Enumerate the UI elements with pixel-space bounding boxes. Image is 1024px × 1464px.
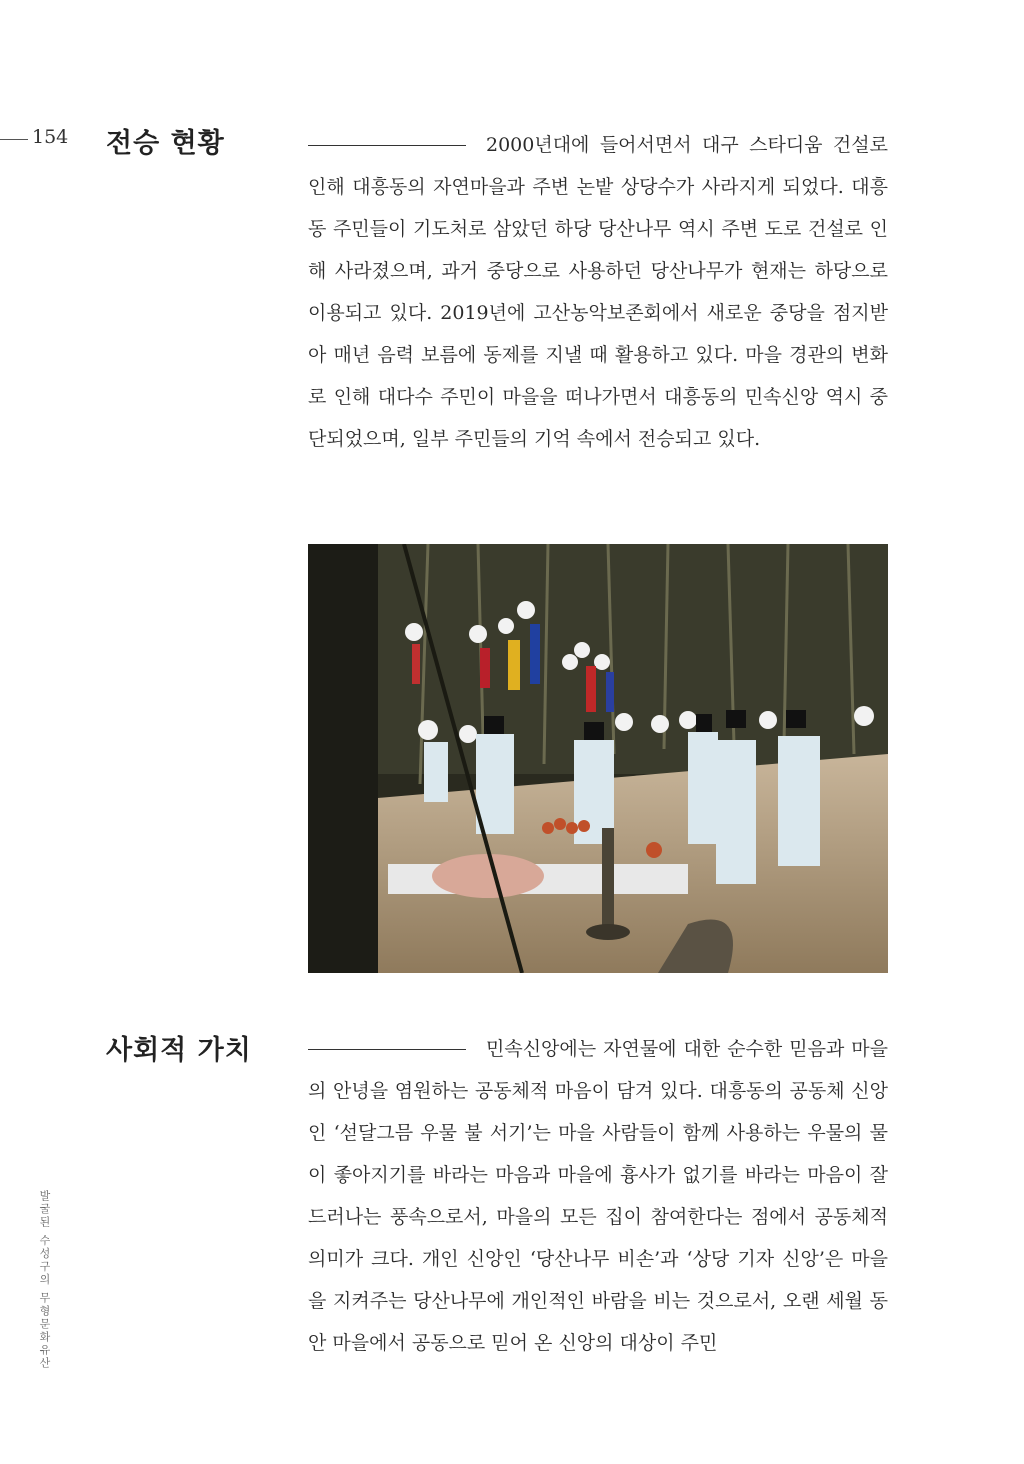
section2-body <box>308 1028 888 1364</box>
section-heading-social-value: 사회적 가치 <box>106 1035 252 1066</box>
section-heading-transmission-status: 전승 현황 <box>106 128 225 159</box>
ritual-photo <box>308 544 888 973</box>
section1-body-text: 2000년대에 들어서면서 대구 스타디움 건설로 인해 대흥동의 자연마을과 주변 논밭 상당수가 사라지게 되었다. 대흥동 주민들이 기도처로 삼았던 하당 당산나무 역시 주변 도로 건설로 인해 사라졌으며, 과거 중당으로 사용하던 당산나무가 현재는 하당으로 이용되고 있다. 2019년에 고산농악보존회에서 새로운 중당을 점지받아 매년 음력 보름에 동제를 지낼 때 활용하고 있다. 마을 경관의 변화로 인해 대다수 주민이 마을을 떠나가면서 대흥동의 민속신앙 역시 중단되었으며, 일부 주민들의 기억 속에서 전승되고 있다. <box>308 134 888 450</box>
section1-body <box>308 124 888 460</box>
ritual-photo-illustration <box>308 544 888 973</box>
page-number-rule <box>0 139 28 140</box>
page-number: 154 <box>32 126 69 148</box>
section2-body-text: 민속신앙에는 자연물에 대한 순수한 믿음과 마을의 안녕을 염원하는 공동체적 마음이 담겨 있다. 대흥동의 공동체 신앙인 ‘섣달그믐 우물 불 서기’는 마을 사람들이 함께 사용하는 우물의 물이 좋아지기를 바라는 마음과 마을에 흉사가 없기를 바라는 마음이 잘 드러나는 풍속으로서, 마을의 모든 집이 참여한다는 점에서 공동체적 의미가 크다. 개인 신앙인 ‘당산나무 비손’과 ‘상당 기자 신앙’은 마을을 지켜주는 당산나무에 개인적인 바람을 비는 것으로서, 오랜 세월 동안 마을에서 공동으로 믿어 온 신앙의 대상이 주민 <box>308 1038 888 1354</box>
side-running-title: 발굴된 수성구의 무형문화유산 <box>38 1190 51 1370</box>
